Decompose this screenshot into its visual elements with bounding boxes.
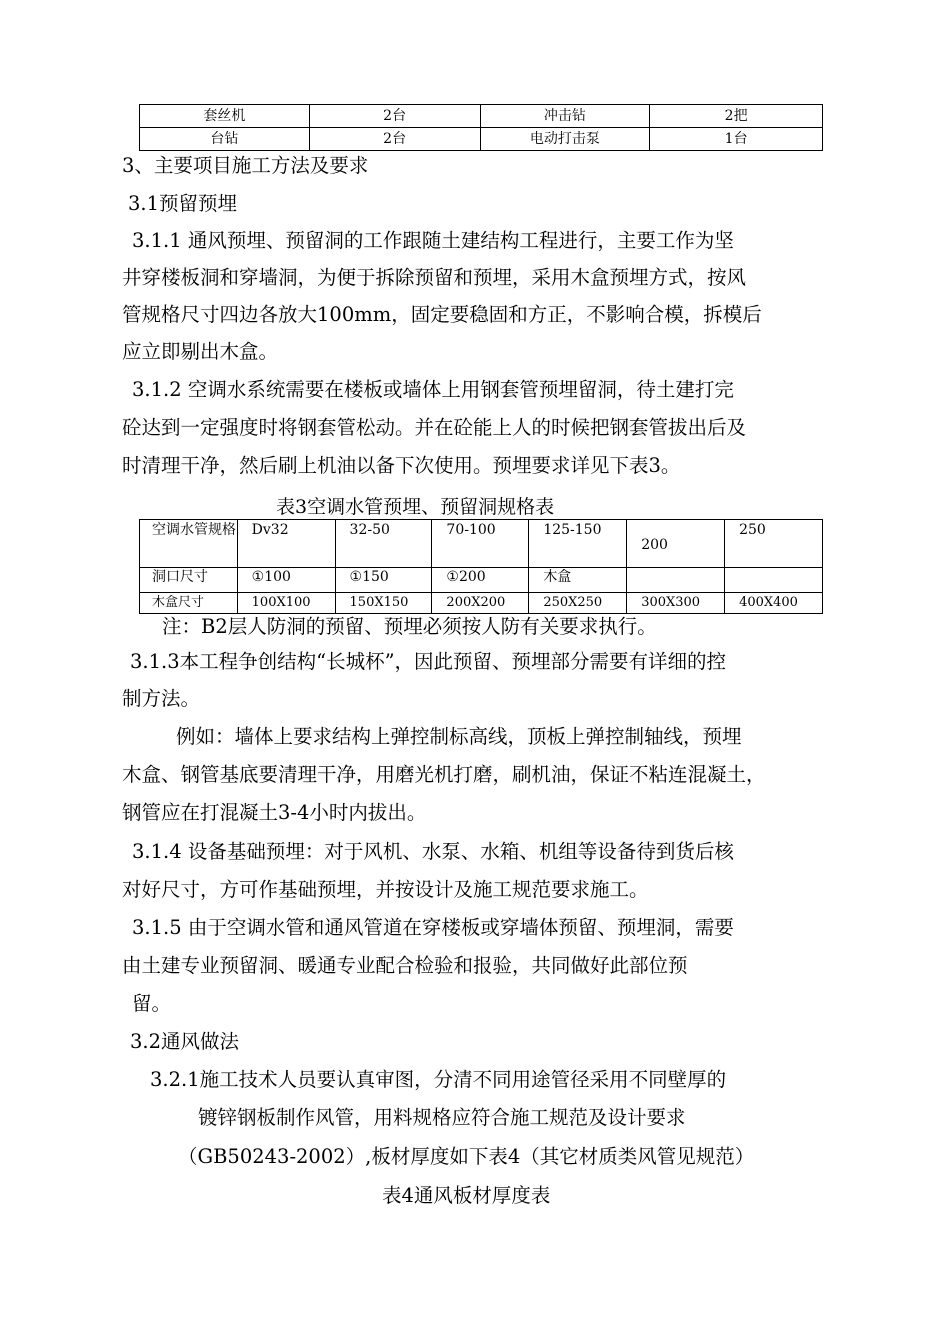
table-cell: 台钻 — [140, 128, 310, 151]
table-cell: 2台 — [309, 105, 480, 128]
table-cell: 空调水管规格 — [140, 520, 238, 568]
table-cell: 150X150 — [335, 593, 432, 614]
table-cell: 70-100 — [432, 520, 529, 568]
table-cell: 100X100 — [237, 593, 335, 614]
paragraph-line: 时清理干净，然后刷上机油以备下次使用。预埋要求详见下表3。 — [122, 454, 681, 477]
paragraph-line: 3.1.2 空调水系统需要在楼板或墙体上用钢套管预埋留洞，待土建打完 — [132, 378, 734, 401]
table-cell: 2把 — [650, 105, 823, 128]
paragraph-line: 留。 — [132, 992, 172, 1015]
section-heading: 3、主要项目施工方法及要求 — [122, 154, 369, 177]
table-cell: 200 — [627, 520, 725, 568]
paragraph-line: （GB50243-2002）,板材厚度如下表4（其它材质类风管见规范） — [178, 1145, 755, 1168]
table-cell: ①200 — [432, 568, 529, 593]
paragraph-line: 3.1.5 由于空调水管和通风管道在穿楼板或穿墙体预留、预埋洞，需要 — [132, 916, 734, 939]
table-note: 注：B2层人防洞的预留、预埋必须按人防有关要求执行。 — [162, 615, 657, 638]
table-cell: 洞口尺寸 — [140, 568, 238, 593]
table-cell — [725, 568, 823, 593]
paragraph-line: 3.1.3本工程争创结构“长城杯”，因此预留、预埋部分需要有详细的控 — [130, 650, 727, 673]
paragraph-line: 由土建专业预留洞、暖通专业配合检验和报验，共同做好此部位预 — [122, 954, 688, 977]
paragraph-line: 对好尺寸，方可作基础预埋，并按设计及施工规范要求施工。 — [122, 878, 649, 901]
table-cell: 250 — [725, 520, 823, 568]
paragraph-line: 井穿楼板洞和穿墙洞，为便于拆除预留和预埋，采用木盒预埋方式，按风 — [122, 266, 747, 289]
paragraph-line: 应立即剔出木盒。 — [122, 340, 279, 363]
paragraph-line: 3.1.4 设备基础预埋：对于风机、水泵、水箱、机组等设备待到货后核 — [132, 840, 734, 863]
table-cell: 400X400 — [725, 593, 823, 614]
paragraph-line: 制方法。 — [122, 687, 201, 710]
paragraph-line: 例如：墙体上要求结构上弹控制标高线，顶板上弹控制轴线，预埋 — [176, 725, 742, 748]
paragraph-line: 钢管应在打混凝土3-4小时内拔出。 — [122, 801, 427, 824]
table-caption: 表4通风板材厚度表 — [382, 1184, 551, 1207]
table-cell — [627, 568, 725, 593]
table-caption: 表3空调水管预埋、预留洞规格表 — [276, 496, 555, 518]
table-row — [140, 128, 823, 151]
paragraph-line: 3.1.1 通风预埋、预留洞的工作跟随土建结构工程进行，主要工作为坚 — [132, 229, 734, 252]
paragraph-line: 3.2.1施工技术人员要认真审图，分清不同用途管径采用不同壁厚的 — [150, 1068, 727, 1091]
subsection-heading: 3.1预留预埋 — [128, 192, 238, 215]
pipe-spec-table — [139, 519, 823, 614]
table-cell: 冲击钻 — [480, 105, 650, 128]
subsection-heading: 3.2通风做法 — [130, 1030, 240, 1053]
equipment-table — [139, 104, 823, 151]
table-cell: 木盒尺寸 — [140, 593, 238, 614]
table-row — [140, 105, 823, 128]
table-cell: Dv32 — [237, 520, 335, 568]
table-cell: 125-150 — [529, 520, 627, 568]
table-cell: 300X300 — [627, 593, 725, 614]
table-cell: ①150 — [335, 568, 432, 593]
table-row — [140, 568, 823, 593]
table-row — [140, 593, 823, 614]
table-cell: 250X250 — [529, 593, 627, 614]
paragraph-line: 镀锌钢板制作风管，用料规格应符合施工规范及设计要求 — [198, 1106, 686, 1129]
table-cell: ①100 — [237, 568, 335, 593]
table-cell: 木盒 — [529, 568, 627, 593]
table-cell: 套丝机 — [140, 105, 310, 128]
paragraph-line: 木盒、钢管基底要清理干净，用磨光机打磨，刷机油，保证不粘连混凝土， — [122, 763, 766, 786]
table-cell: 32-50 — [335, 520, 432, 568]
table-row — [140, 520, 823, 568]
table-cell: 1台 — [650, 128, 823, 151]
table-cell: 2台 — [309, 128, 480, 151]
paragraph-line: 砼达到一定强度时将钢套管松动。并在砼能上人的时候把钢套管拔出后及 — [122, 416, 747, 439]
table-cell: 电动打击泵 — [480, 128, 650, 151]
paragraph-line: 管规格尺寸四边各放大100mm，固定要稳固和方正，不影响合模，拆模后 — [122, 303, 762, 326]
table-cell: 200X200 — [432, 593, 529, 614]
